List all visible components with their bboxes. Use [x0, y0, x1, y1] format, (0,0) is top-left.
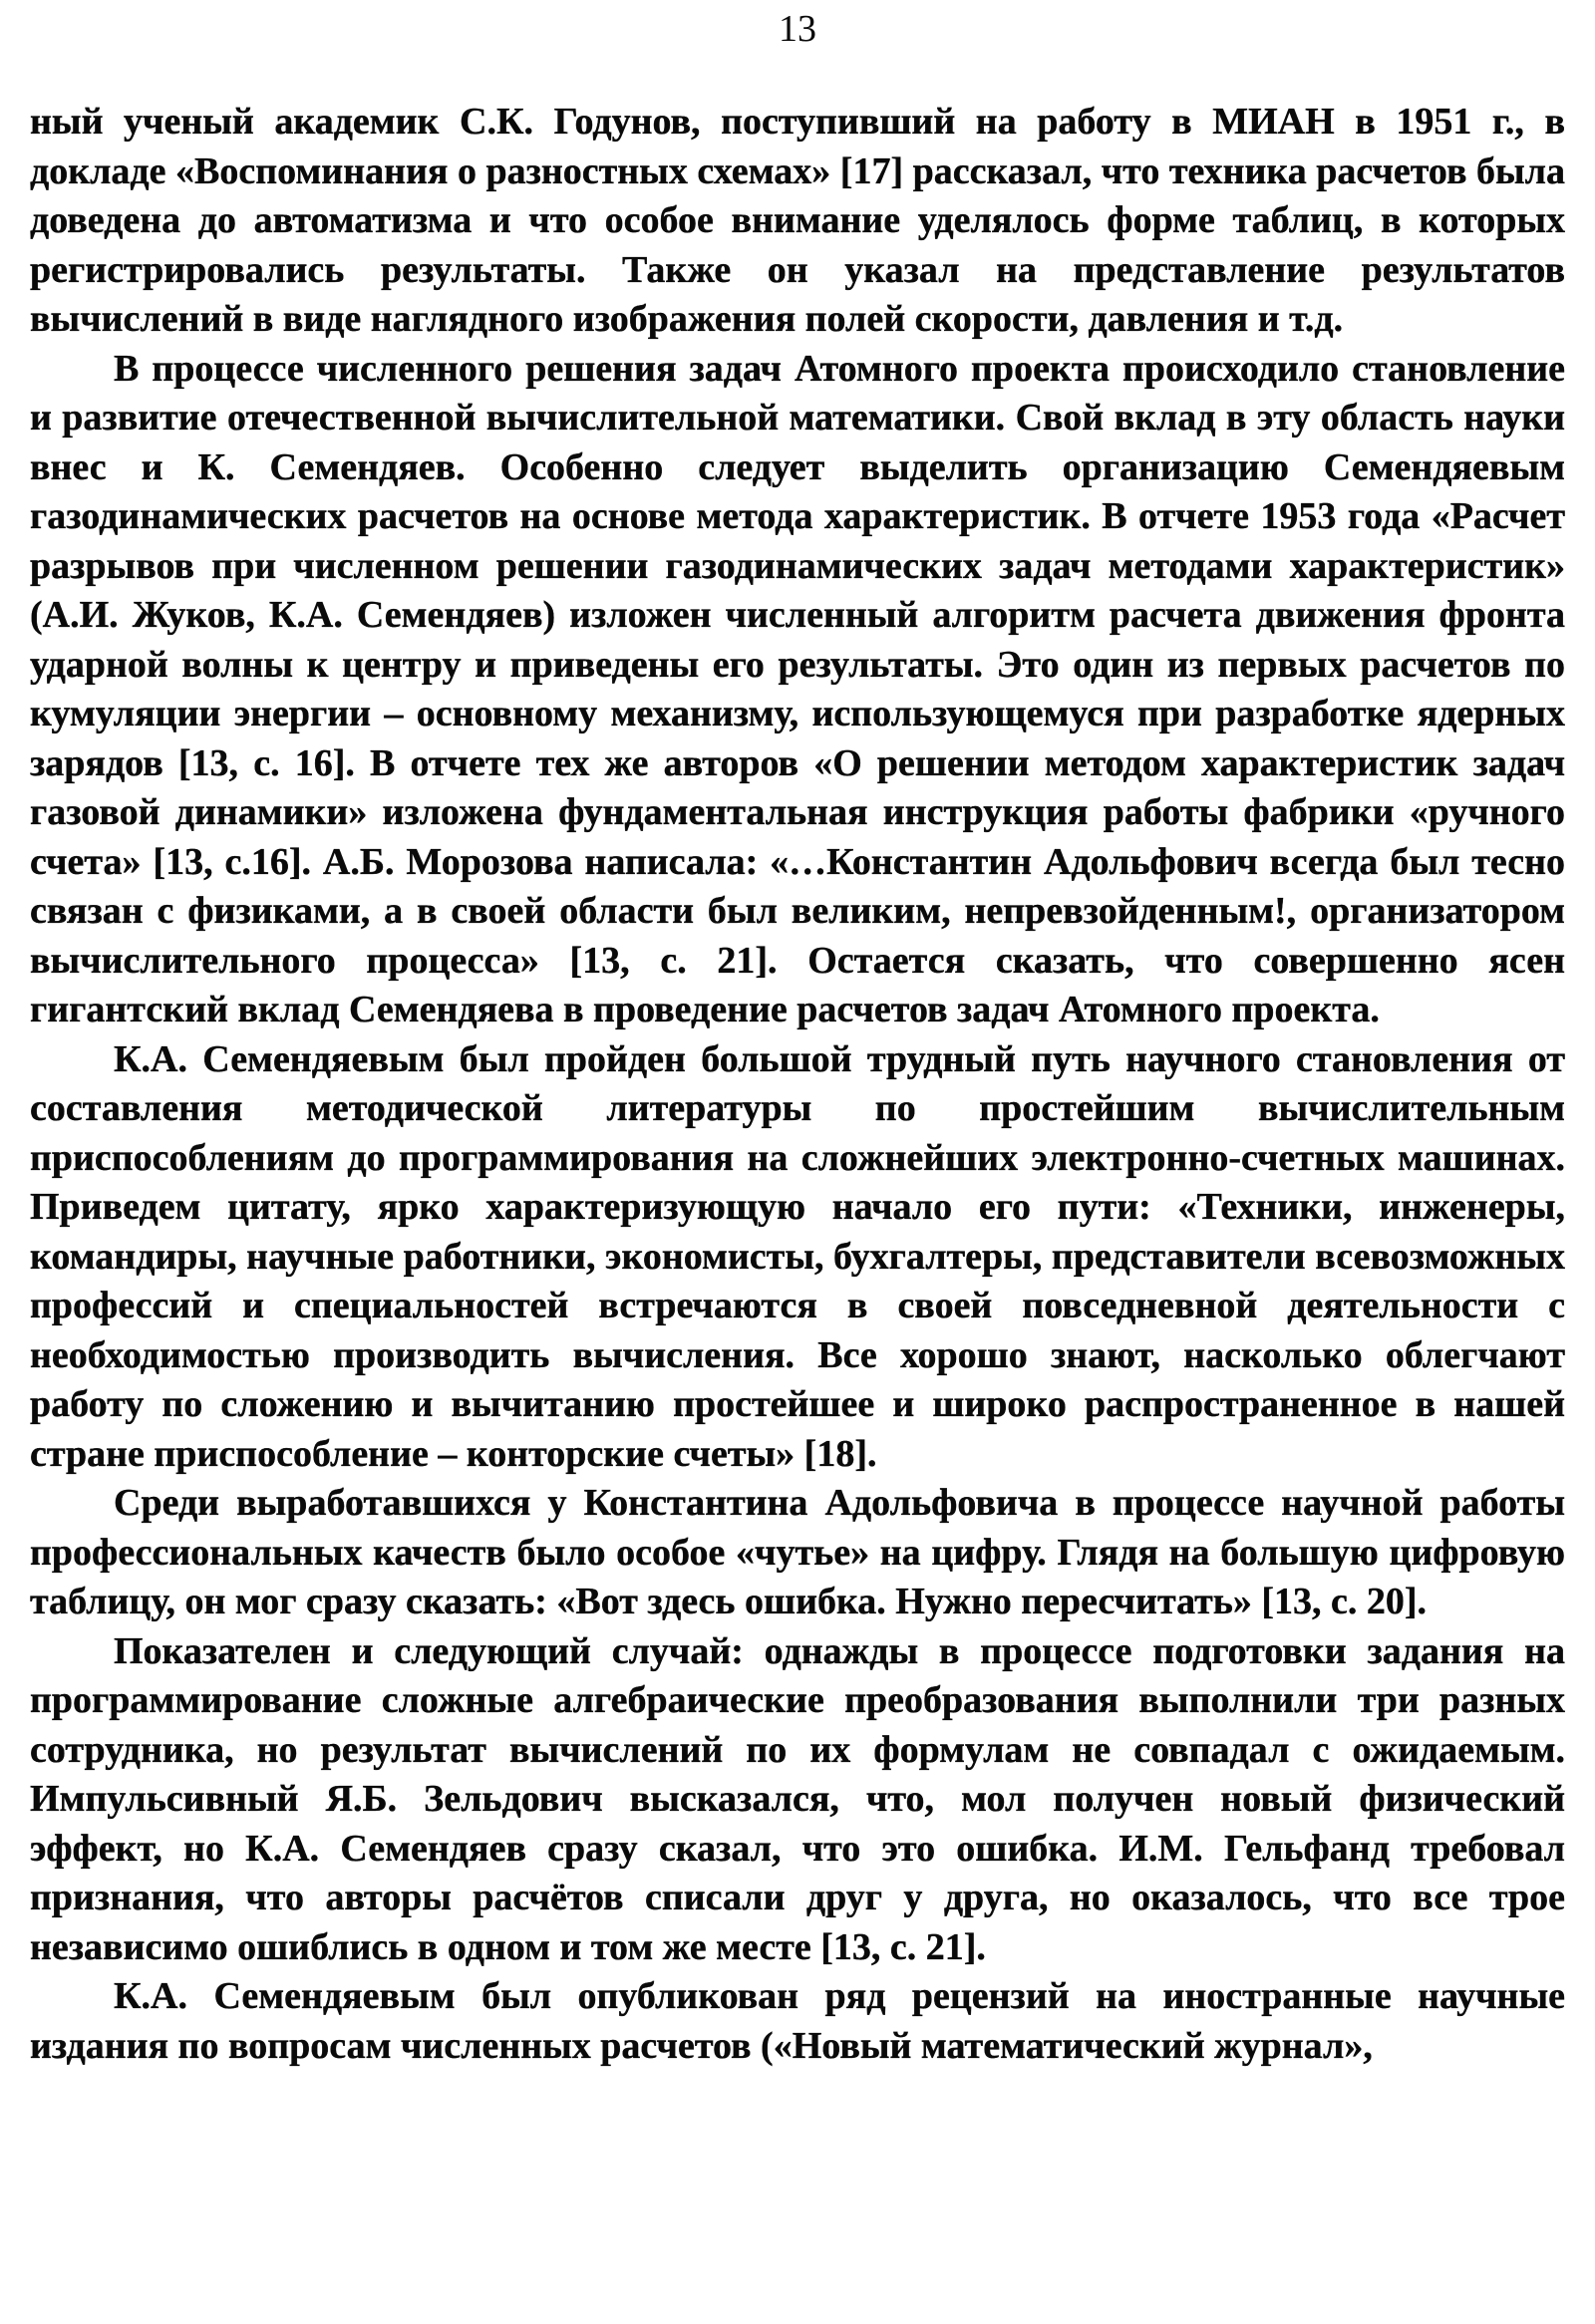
paragraph-2: В процессе численного решения задач Атомного проекта происходило становление и развитие отечественной вычислительной математики. Свой вклад в эту область науки внес и К. Семендяев. Особенно следует выделить организацию Семендяевым газодинамических расчетов на основе метода характеристик. В отчете 1953 года «Расчет разрывов при численном решении газодинамических задач методами характеристик» (А.И. Жуков, К.А. Семендяев) изложен численный алгоритм расчета движения фронта ударной волны к центру и приведены его результаты. Это один из первых расчетов по кумуляции энергии – основному механизму, использующемуся при разработке ядерных зарядов [13, с. 16]. В отчете тех же авторов «О решении методом характеристик задач газовой динамики» изложена фундаментальная инструкция работы фабрики «ручного счета» [13, с.16]. А.Б. Морозова написала: «…Константин Адольфович всегда был тесно связан с физиками, а в своей области был великим, непревзойденным!, организатором вычислительного процесса» [13, с. 21]. Остается сказать, что совершенно ясен гигантский вклад Семендяева в проведение расчетов задач Атомного проекта. — [30, 347, 1565, 1030]
paragraph-6: К.А. Семендяевым был опубликован ряд рецензий на иностранные научные издания по вопросам численных расчетов («Новый математический журнал», — [30, 1975, 1565, 2067]
paragraph-4: Среди выработавшихся у Константина Адольфовича в процессе научной работы профессиональных качеств было особое «чутье» на цифру. Глядя на большую цифровую таблицу, он мог сразу сказать: «Вот здесь ошибка. Нужно пересчитать» [13, с. 20]. — [30, 1482, 1565, 1622]
page-number: 13 — [779, 8, 816, 50]
body-text — [30, 98, 1565, 2071]
paragraph-3: К.А. Семендяевым был пройден большой трудный путь научного становления от составления методической литературы по простейшим вычислительным приспособлениям до программирования на сложнейших электронно-счетных машинах. Приведем цитату, ярко характеризующую начало его пути: «Техники, инженеры, командиры, научные работники, экономисты, бухгалтеры, представители всевозможных профессий и специальностей встречаются в своей повседневной деятельности с необходимостью производить вычисления. Все хорошо знают, насколько облегчают работу по сложению и вычитанию простейшее и широко распространенное в нашей стране приспособление – конторские счеты» [18]. — [30, 1037, 1565, 1475]
paragraph-5: Показателен и следующий случай: однажды в процессе подготовки задания на программирование сложные алгебраические преобразования выполнили три разных сотрудника, но результат вычислений по их формулам не совпадал с ожидаемым. Импульсивный Я.Б. Зельдович высказался, что, мол получен новый физический эффект, но К.А. Семендяев сразу сказал, что это ошибка. И.М. Гельфанд требовал признания, что авторы расчётов списали друг у друга, но оказалось, что все трое независимо ошиблись в одном и том же месте [13, с. 21]. — [30, 1629, 1565, 1968]
paragraph-1: ный ученый академик С.К. Годунов, поступивший на работу в МИАН в 1951 г., в докладе «Воспоминания о разностных схемах» [17] рассказал, что техника расчетов была доведена до автоматизма и что особое внимание уделялось форме таблиц, в которых регистрировались результаты. Также он указал на представление результатов вычислений в виде наглядного изображения полей скорости, давления и т.д. — [30, 101, 1565, 340]
